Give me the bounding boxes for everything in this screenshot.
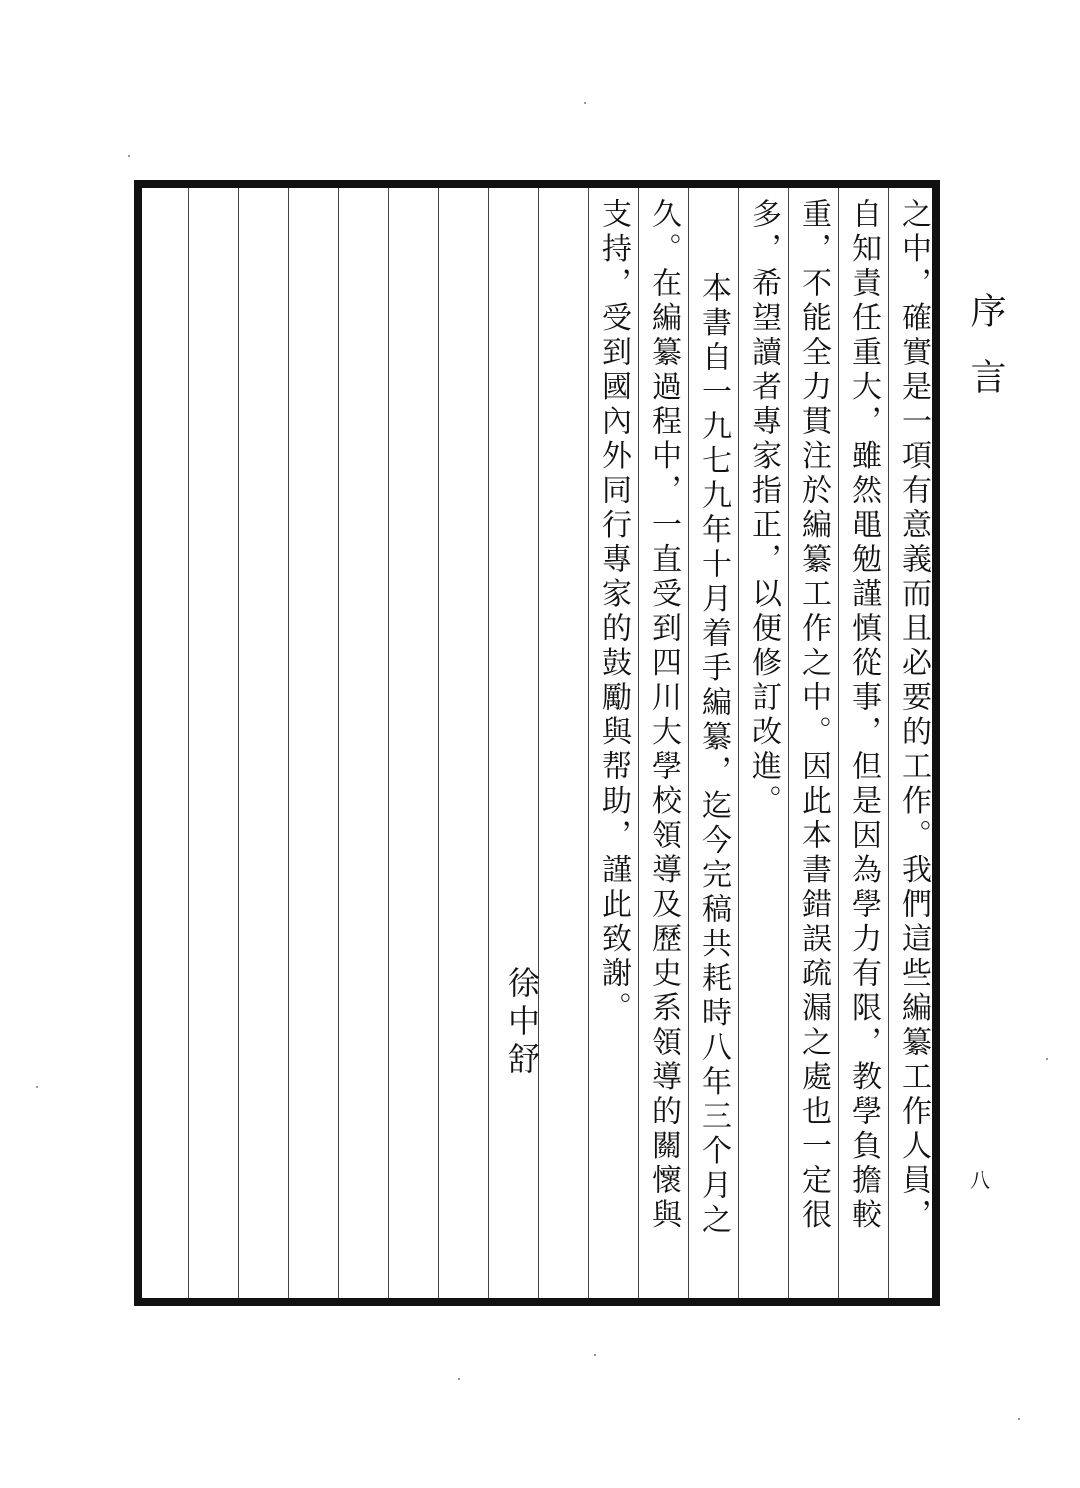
scan-speck [128, 155, 130, 157]
column-rule [888, 188, 889, 1298]
column-rule [588, 188, 589, 1298]
column-rule [488, 188, 489, 1298]
column-rule [388, 188, 389, 1298]
scan-speck [594, 1354, 596, 1356]
page-number: 八 [970, 1168, 990, 1192]
text-column-4: 多，希望讀者專家指正，以便修訂改進。 [746, 198, 781, 819]
column-rule [188, 188, 189, 1298]
column-rule [638, 188, 639, 1298]
column-rule [238, 188, 239, 1298]
text-column-5: 本書自一九七九年十月着手編纂，迄今完稿共耗時八年三个月之 [696, 272, 731, 1238]
column-rule [538, 188, 539, 1298]
page-header-title: 序言 [965, 292, 1006, 424]
column-rule [438, 188, 439, 1298]
text-column-3: 重，不能全力貫注於編纂工作之中。因此本書錯誤疏漏之處也一定很 [796, 198, 831, 1233]
column-rule [288, 188, 289, 1298]
scan-speck [458, 1378, 460, 1380]
column-rule [738, 188, 739, 1298]
scan-speck [1018, 1418, 1020, 1420]
text-column-2: 自知責任重大，雖然黽勉謹慎從事，但是因為學力有限，教學負擔較 [846, 198, 881, 1233]
column-rule [338, 188, 339, 1298]
scan-speck [584, 102, 586, 104]
scan-speck [1046, 1058, 1048, 1060]
text-column-1: 之中，確實是一項有意義而且必要的工作。我們這些編纂工作人員， [896, 198, 931, 1233]
column-rule [788, 188, 789, 1298]
column-rule [688, 188, 689, 1298]
column-rule [838, 188, 839, 1298]
scan-speck [36, 1086, 38, 1088]
text-column-6: 久。在編纂過程中，一直受到四川大學校領導及歷史系領導的關懷與 [646, 198, 681, 1233]
author-signature: 徐中舒 [503, 966, 541, 1080]
text-column-7: 支持，受到國內外同行專家的鼓勵與帮助，謹此致謝。 [596, 198, 631, 1026]
ruled-text-frame [134, 180, 940, 1306]
